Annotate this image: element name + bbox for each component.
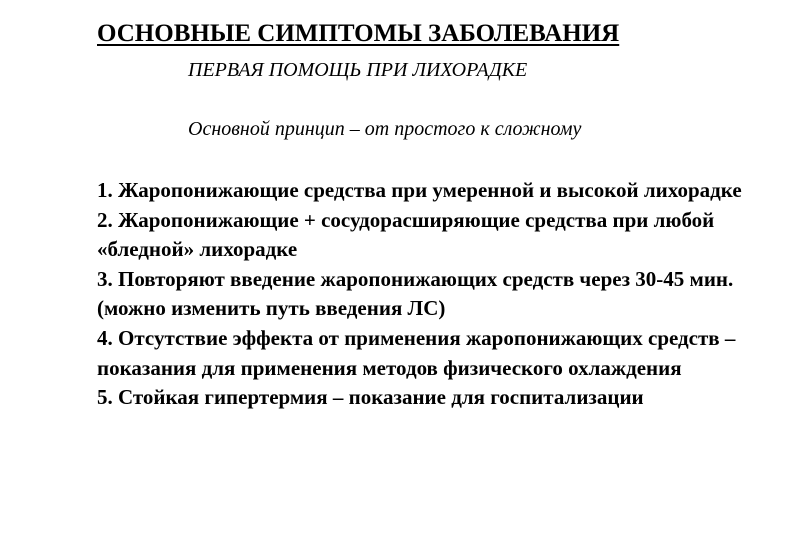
principle-text: Основной принцип – от простого к сложному [188, 118, 582, 140]
first-aid-steps-list [97, 176, 787, 413]
list-item-5: 5. Стойкая гипертермия – показание для госпитализации [97, 385, 644, 410]
list-item-1: 1. Жаропонижающие средства при умеренной и высокой лихорадке [97, 178, 742, 202]
slide-title: ОСНОВНЫЕ СИМПТОМЫ ЗАБОЛЕВАНИЯ [97, 20, 620, 47]
list-item-2: 2. Жаропонижающие + сосудорасширяющие средства при любой «бледной» лихорадке [97, 207, 715, 262]
list-item-4: 4. Отсутствие эффекта от применения жаропонижающих средств – показания для применения методов физического охлаждения [97, 325, 736, 380]
slide-subtitle: ПЕРВАЯ ПОМОЩЬ ПРИ ЛИХОРАДКЕ [188, 59, 528, 81]
list-item-3: 3. Повторяют введение жаропонижающих средств через 30-45 мин. (можно изменить путь введения ЛС) [97, 266, 734, 321]
